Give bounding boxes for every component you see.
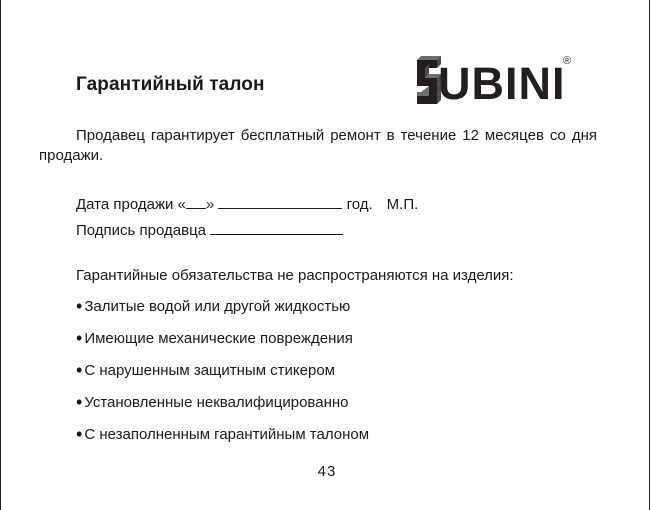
sale-date-label: Дата продажи «	[76, 196, 186, 213]
sale-date-line	[76, 194, 418, 215]
list-item: • С нарушенным защитным стикером	[76, 360, 335, 380]
list-item: • Имеющие механические повреждения	[76, 328, 353, 348]
bullet-icon: •	[76, 360, 83, 380]
bullet-icon: •	[76, 328, 83, 348]
sale-date-mid: »	[205, 196, 219, 213]
stamp-label: М.П.	[386, 196, 419, 213]
logo-wordmark: UBINI	[438, 58, 566, 109]
bullet-icon: •	[76, 392, 83, 412]
sale-day-blank	[186, 194, 206, 209]
signature-line	[76, 220, 343, 241]
bullet-icon: •	[76, 424, 83, 444]
page-number: 43	[317, 463, 337, 480]
exclusions-intro: Гарантийные обязательства не распространяются на изделия:	[76, 267, 514, 284]
warranty-paragraph: Продавец гарантирует бесплатный ремонт в течение 12 месяцев со дня продажи.	[39, 127, 597, 164]
list-item: • С незаполненным гарантийным талоном	[76, 424, 370, 444]
bullet-icon: •	[76, 296, 83, 316]
signature-label: Подпись продавца	[76, 222, 211, 239]
page-title: Гарантийный талон	[76, 74, 265, 95]
sale-year-label: год.	[342, 196, 373, 213]
list-item: • Залитые водой или другой жидкостью	[76, 296, 351, 316]
sale-month-blank	[218, 194, 342, 209]
registered-mark: ®	[563, 55, 572, 67]
list-item: • Установленные неквалифицированно	[76, 392, 349, 412]
signature-blank	[210, 220, 343, 235]
